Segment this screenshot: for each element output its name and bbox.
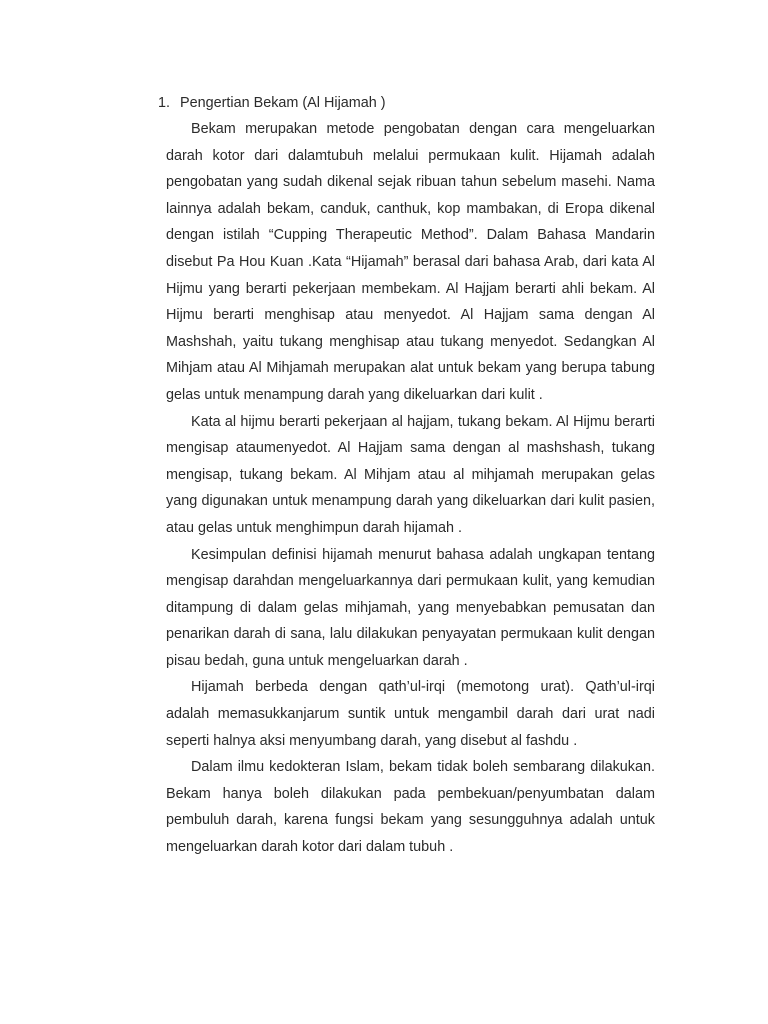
section-heading xyxy=(158,93,658,113)
paragraph-qathul-irqi: Hijamah berbeda dengan qath’ul-irqi (memotong urat). Qath’ul-irqi adalah memasukkanjarum suntik untuk mengambil darah dari urat nadi seperti halnya aksi menyumbang darah, yang disebut al fashdu . xyxy=(166,679,655,749)
paragraph-islamic-medicine: Dalam ilmu kedokteran Islam, bekam tidak boleh sembarang dilakukan. Bekam hanya boleh dilakukan pada pembekuan/penyumbatan dalam pembuluh darah, karena fungsi bekam yang sesungguhnya adalah untuk mengeluarkan darah kotor dari dalam tubuh . xyxy=(166,759,655,856)
section-number: 1. xyxy=(158,95,171,111)
section-body xyxy=(166,116,655,861)
paragraph-conclusion: Kesimpulan definisi hijamah menurut bahasa adalah ungkapan tentang mengisap darahdan mengeluarkannya dari permukaan kulit, yang kemudian ditampung di dalam gelas mihjamah, yang menyebabkan pemusatan dan penarikan darah di sana, lalu dilakukan penyayatan permukaan kulit dengan pisau bedah, guna untuk mengeluarkan darah . xyxy=(166,546,655,669)
paragraph-definition: Bekam merupakan metode pengobatan dengan cara mengeluarkan darah kotor dari dalamtubuh melalui permukaan kulit. Hijamah adalah pengobatan yang sudah dikenal sejak ribuan tahun sebelum masehi. Nama lainnya adalah bekam, canduk, canthuk, kop mambakan, di Eropa dikenal dengan istilah “Cupping Therapeutic Method”. Dalam Bahasa Mandarin disebut Pa Hou Kuan .Kata “Hijamah” berasal dari bahasa Arab, dari kata Al Hijmu yang berarti pekerjaan membekam. Al Hajjam berarti ahli bekam. Al Hijmu berarti menghisap atau menyedot. Al Hajjam sama dengan Al Mashshah, yaitu tukang menghisap atau tukang menyedot. Sedangkan Al Mihjam atau Al Mihjamah merupakan alat untuk bekam yang berupa tabung gelas untuk menampung darah yang dikeluarkan dari kulit . xyxy=(166,121,655,403)
section-title: Pengertian Bekam (Al Hijamah ) xyxy=(180,95,386,111)
paragraph-al-hijmu: Kata al hijmu berarti pekerjaan al hajjam, tukang bekam. Al Hijmu berarti mengisap ataumenyedot. Al Hajjam sama dengan al mashshash, tukang mengisap, tukang bekam. Al Mihjam atau al mihjamah merupakan gelas yang digunakan untuk menampung darah yang dikeluarkan dari kulit pasien, atau gelas untuk menghimpun darah hijamah . xyxy=(166,413,655,536)
